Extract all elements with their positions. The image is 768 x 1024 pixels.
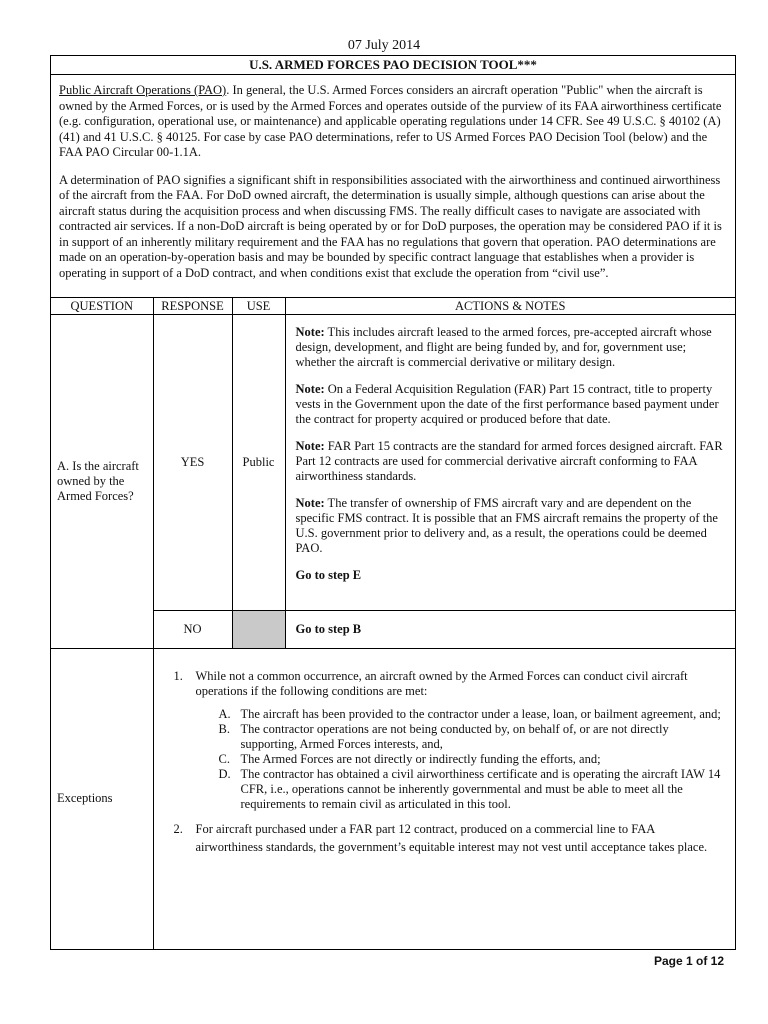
note-2: Note: On a Federal Acquisition Regulation (FAR) Part 15 contract, title to property vests in the Government upon the date of the first performance based payment under the contract for property acquired or produced before that date. [295, 382, 719, 426]
intro-paragraph-2: A determination of PAO signifies a significant shift in responsibilities associated with the airworthiness and continued airworthiness of the aircraft from the FAA. For DoD owned aircraft, the determination is usually simple, although questions can arise about the aircraft status during the acquisition process and when discussing FMS. The really difficult cases to navigate are associated with contracted air services. If a non-DoD aircraft is being operated by or for DoD purposes, the operation may be considered PAO if it is in support of an inherently military requirement and the FAA has no regulations that govern that operation. PAO determinations are made on an operation-by-operation basis and may be bounded by specific contract language that establishes when a provider is operating in support of a DoD contract, and when conditions exist that exclude the operation from “civil use”. [59, 172, 722, 280]
exceptions-label: Exceptions [51, 649, 153, 949]
exceptions-body [153, 649, 735, 949]
decision-table [51, 298, 735, 949]
note-3: Note: FAR Part 15 contracts are the standard for armed forces designed aircraft. FAR Part 12 contracts are used for commercial derivative aircraft conforming to FAA airworthiness standards. [295, 439, 723, 483]
header-use: USE [232, 298, 285, 315]
pao-heading: Public Aircraft Operations (PAO) [59, 83, 227, 97]
notes-cell-yes [285, 315, 735, 611]
response-yes: YES [153, 315, 232, 611]
response-no: NO [153, 611, 232, 649]
header-question: QUESTION [51, 298, 153, 315]
table-row [51, 611, 735, 649]
note-1: Note: This includes aircraft leased to the armed forces, pre-accepted aircraft whose design, development, and flight are being funded by, and for, government use; whether the aircraft is commercial derivative or military design. [295, 325, 712, 369]
question-a: A. Is the aircraft owned by the Armed Forces? [51, 315, 153, 649]
condition-b: B. The contractor operations are not being conducted by, on behalf of, or are not directly supporting, Armed Forces interests, and, [218, 722, 669, 751]
exception-item-1: 1. While not a common occurrence, an aircraft owned by the Armed Forces can conduct civil aircraft operations if the following conditions are met: [173, 669, 688, 698]
intro-paragraph-1 [59, 83, 728, 161]
table-row-exceptions [51, 649, 735, 949]
exception-item-2: 2. For aircraft purchased under a FAR part 12 contract, produced on a commercial line to FAA airworthiness standards, the government’s equitable interest may not vest until acceptance takes place. [173, 822, 708, 854]
table-row [51, 315, 735, 611]
condition-d: D. The contractor has obtained a civil airworthiness certificate and is operating the aircraft IAW 14 CFR, i.e., operations cannot be inherently governmental and must be able to meet all the requirements to remain civil as articulated in this tool. [218, 767, 721, 811]
condition-c: C. The Armed Forces are not directly or indirectly funding the efforts, and; [218, 752, 601, 766]
intro-paragraph-1-text: . In general, the U.S. Armed Forces considers an aircraft operation "Public" when the aircraft is owned by the Armed Forces, or is used by the Armed Forces and operates outside of the purview of its FAA airworthiness certificate (e.g. configuration, operational use, or maintenance) and applicable operating regulations under 14 CFR. See 49 U.S.C. § 40102 (A)(41) and 41 U.S.C. § 40125. For case by case PAO determinations, refer to US Armed Forces PAO Decision Tool (below) and the FAA PAO Circular 00-1.1A. [59, 83, 722, 159]
use-public: Public [232, 315, 285, 611]
intro-section [51, 75, 735, 298]
header-actions-notes: ACTIONS & NOTES [285, 298, 735, 315]
table-header-row [51, 298, 735, 315]
goto-step-b: Go to step B [285, 611, 735, 649]
note-4: Note: The transfer of ownership of FMS aircraft vary and are dependent on the specific FMS contract. It is possible that an FMS aircraft remains the property of the U.S. government prior to delivery and, as a result, the operations could be deemed PAO. [295, 496, 718, 555]
document-date: 07 July 2014 [347, 38, 421, 53]
condition-a: A. The aircraft has been provided to the contractor under a lease, loan, or bailment agreement, and; [218, 707, 721, 721]
document-title: U.S. ARMED FORCES PAO DECISION TOOL*** [51, 56, 735, 75]
use-empty-shaded [232, 611, 285, 649]
header-response: RESPONSE [153, 298, 232, 315]
exception-conditions [219, 707, 726, 812]
page-number: Page 1 of 12 [653, 954, 724, 968]
decision-tool-frame [50, 55, 736, 950]
goto-step-e: Go to step E [295, 568, 362, 582]
